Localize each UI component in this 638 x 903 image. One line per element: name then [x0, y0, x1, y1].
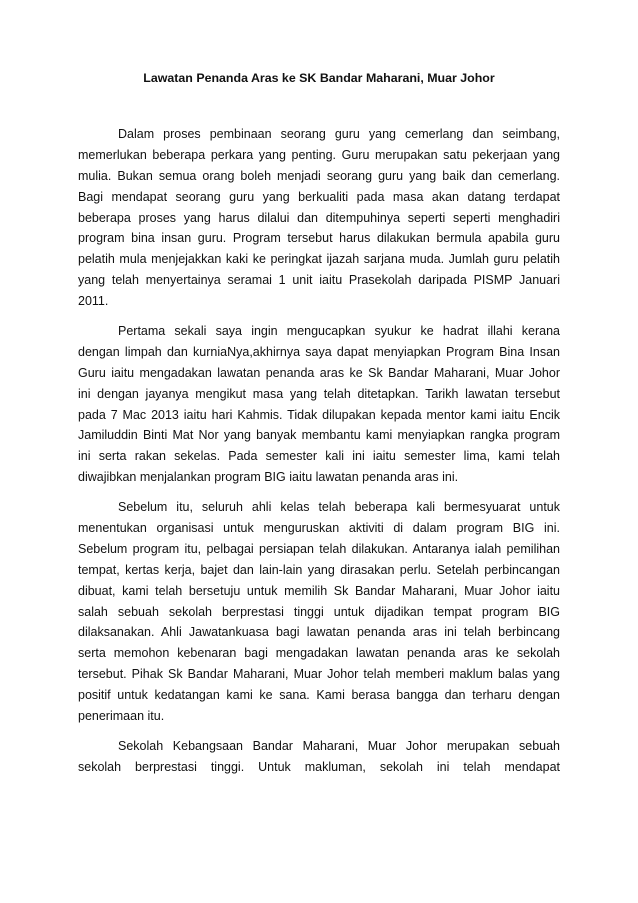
paragraph-line: Sebelum itu, seluruh ahli kelas telah beberapa kali bermesyuarat untuk — [118, 500, 560, 515]
paragraph-line: 2011. — [78, 294, 109, 309]
paragraph-line: ini dengan jayanya mengikut masa yang telah ditetapkan. Tarikh lawatan tersebut — [78, 386, 560, 401]
document-title: Lawatan Penanda Aras ke SK Bandar Maharani, Muar Johor — [143, 71, 495, 85]
paragraph-1 — [78, 124, 560, 312]
paragraph-line: tersebut. Pihak Sk Bandar Maharani, Muar Johor telah memberi maklum balas yang — [78, 667, 560, 682]
document-body — [78, 124, 560, 787]
paragraph-3 — [78, 497, 560, 727]
paragraph-line: sekolah berprestasi tinggi. Untuk makluman, sekolah ini telah mendapat — [78, 759, 560, 774]
paragraph-line: salah sebuah sekolah berprestasi tinggi untuk dijadikan tempat program BIG — [78, 604, 560, 619]
paragraph-line: Sekolah Kebangsaan Bandar Maharani, Muar Johor merupakan sebuah — [118, 738, 560, 753]
paragraph-line: tempat, kertas kerja, bajet dan lain-lain yang dirasakan perlu. Setelah perbincangan — [78, 562, 560, 577]
paragraph-line: penerimaan itu. — [78, 709, 165, 724]
paragraph-line: serta memohon kebenaran bagi mengadakan lawatan penanda aras ke sekolah — [78, 646, 560, 661]
paragraph-line: Bagi mendapat seorang guru yang berkualiti pada masa akan datang terdapat — [78, 189, 560, 204]
paragraph-line: ini serta rakan sekelas. Pada semester kali ini iaitu semester lima, kami telah — [78, 449, 560, 464]
paragraph-line: mulia. Bukan semua orang boleh menjadi seorang guru yang baik dan cemerlang. — [78, 168, 560, 183]
paragraph-2 — [78, 321, 560, 488]
paragraph-line: diwajibkan menjalankan program BIG iaitu lawatan penanda aras ini. — [78, 470, 459, 485]
paragraph-line: pada 7 Mac 2013 iaitu hari Kahmis. Tidak dilupakan kepada mentor kami iaitu Encik — [78, 407, 560, 422]
paragraph-line: beberapa proses yang harus dilalui dan ditempuhinya seperti seperti menghadiri — [78, 210, 560, 225]
paragraph-line: Pertama sekali saya ingin mengucapkan syukur ke hadrat illahi kerana — [118, 324, 560, 339]
paragraph-line: yang telah menyertainya seramai 1 unit iaitu Prasekolah daripada PISMP Januari — [78, 273, 560, 288]
paragraph-line: pelatih mula menjejakkan kaki ke peringkat ijazah sarjana muda. Jumlah guru pelatih — [78, 252, 560, 267]
paragraph-line: program bina insan guru. Program tersebut harus dilakukan bermula apabila guru — [78, 231, 560, 246]
paragraph-line: dibuat, kami telah bersetuju untuk memilih Sk Bandar Maharani, Muar Johor iaitu — [78, 583, 560, 598]
paragraph-line: Guru iaitu mengadakan lawatan penanda aras ke Sk Bandar Maharani, Muar Johor — [78, 365, 560, 380]
paragraph-line: Sebelum program itu, pelbagai persiapan telah dilakukan. Antaranya ialah pemilihan — [78, 541, 560, 556]
paragraph-line: menentukan organisasi untuk menguruskan aktiviti di dalam program BIG ini. — [78, 521, 560, 536]
paragraph-line: dengan limpah dan kurniaNya,akhirnya saya dapat menyiapkan Program Bina Insan — [78, 344, 560, 359]
paragraph-line: Dalam proses pembinaan seorang guru yang cemerlang dan seimbang, — [118, 127, 560, 141]
paragraph-line: dilaksanakan. Ahli Jawatankuasa bagi lawatan penanda aras ini telah berbincang — [78, 625, 560, 640]
paragraph-line: memerlukan beberapa perkara yang penting. Guru merupakan satu pekerjaan yang — [78, 147, 560, 162]
paragraph-line: positif untuk kedatangan kami ke sana. Kami berasa bangga dan terharu dengan — [78, 688, 560, 703]
paragraph-line: Jamiluddin Binti Mat Nor yang banyak membantu kami menyiapkan rangka program — [78, 428, 560, 443]
paragraph-4 — [78, 736, 560, 778]
